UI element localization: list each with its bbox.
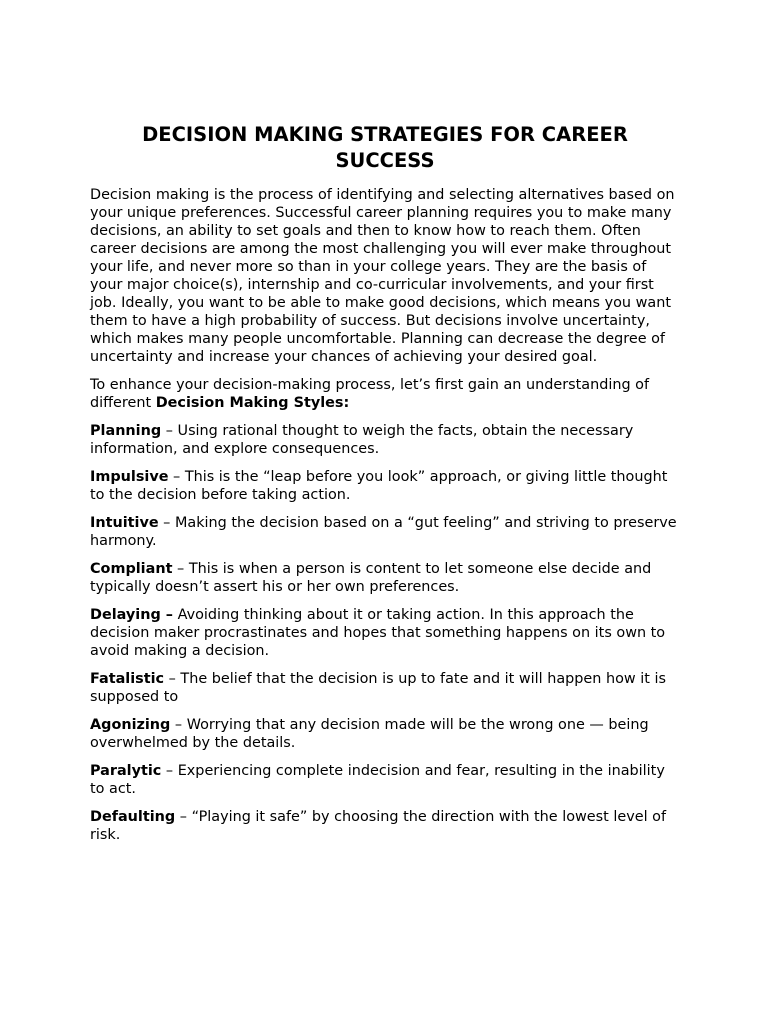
style-description: Making the decision based on a “gut feeling” and striving to preserve harmony. [90, 515, 677, 549]
style-separator: – [161, 763, 178, 779]
style-description: Worrying that any decision made will be the wrong one — being overwhelmed by the details. [90, 717, 649, 751]
style-separator: – [164, 671, 181, 687]
style-description: This is when a person is content to let someone else decide and typically doesn’t assert his or her own preferences. [90, 561, 652, 595]
styles-intro-paragraph [90, 376, 680, 412]
style-description: Avoiding thinking about it or taking action. In this approach the decision maker procrastinates and hopes that something happens on its own to avoid making a decision. [90, 607, 666, 659]
style-term: Compliant [90, 561, 173, 577]
style-term: Agonizing [90, 717, 171, 733]
intro-paragraph: Decision making is the process of identifying and selecting alternatives based on your unique preferences. Successful career planning requires you to make many decisions, an ability to set goals and then to know how to reach them. Often career decisions are among the most challenging you will ever make throughout your life, and never more so than in your college years. They are the basis of your major choice(s), internship and co-curricular involvements, and your first job. Ideally, you want to be able to make good decisions, which means you want them to have a high probability of success. But decisions involve uncertainty, which makes many people uncomfortable. Planning can decrease the degree of uncertainty and increase your chances of achieving your desired goal. [90, 187, 675, 365]
style-term: Intuitive [90, 515, 159, 531]
style-description: The belief that the decision is up to fate and it will happen how it is supposed to [90, 671, 666, 705]
style-term: Fatalistic [90, 671, 165, 687]
style-item-fatalistic [90, 670, 680, 706]
style-term: Paralytic [90, 763, 162, 779]
style-separator: – [175, 809, 192, 825]
style-item-impulsive [90, 468, 680, 504]
style-item-intuitive [90, 514, 680, 550]
style-term: Planning [90, 423, 162, 439]
style-item-planning [90, 422, 680, 458]
style-description: “Playing it safe” by choosing the direction with the lowest level of risk. [90, 809, 667, 843]
styles-intro-text: To enhance your decision-making process, let’s first gain an understanding of different [90, 377, 650, 411]
styles-heading: Decision Making Styles: [155, 395, 350, 411]
style-term: Delaying – [90, 607, 173, 623]
style-item-defaulting [90, 808, 680, 844]
style-description: Experiencing complete indecision and fear, resulting in the inability to act. [90, 763, 665, 797]
style-separator: – [172, 561, 189, 577]
style-description: This is the “leap before you look” approach, or giving little thought to the decision before taking action. [90, 469, 668, 503]
page-title: DECISION MAKING STRATEGIES FOR CAREER SUCCESS [142, 123, 628, 172]
style-item-agonizing [90, 716, 680, 752]
style-item-delaying [90, 606, 680, 660]
style-separator: – [170, 717, 187, 733]
style-term: Impulsive [90, 469, 169, 485]
style-separator: – [161, 423, 178, 439]
style-description: Using rational thought to weigh the facts, obtain the necessary information, and explore consequences. [90, 423, 634, 457]
style-item-paralytic [90, 762, 680, 798]
style-item-compliant [90, 560, 680, 596]
document-page [90, 122, 680, 854]
style-separator: – [158, 515, 175, 531]
style-separator: – [168, 469, 185, 485]
style-term: Defaulting [90, 809, 176, 825]
